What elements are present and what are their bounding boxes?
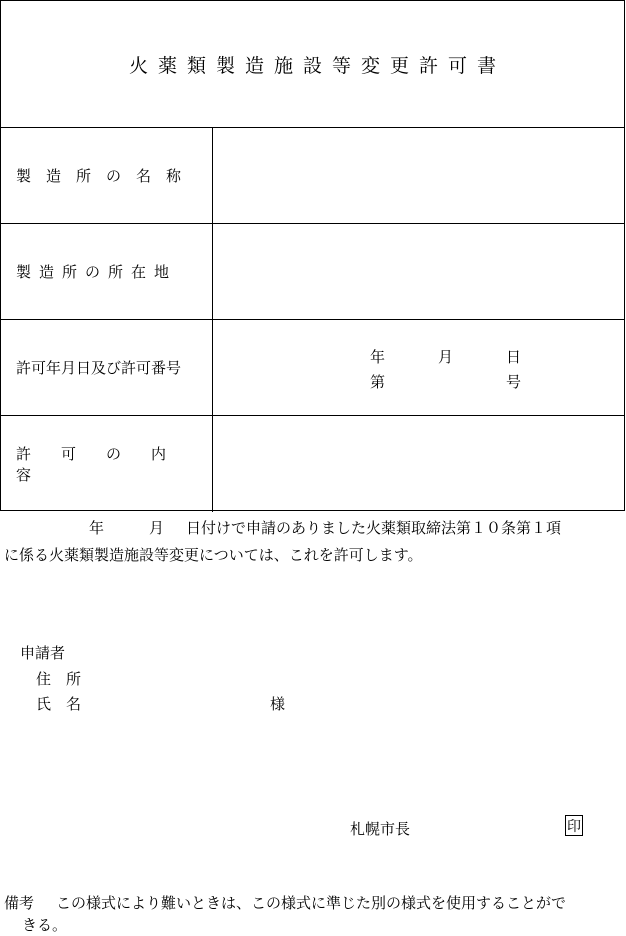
row-label-permit-content (1, 416, 213, 512)
remarks-text: この様式により難いときは、この様式に準じた別の様式を使用することがで (56, 894, 567, 912)
date-month-label: 月 (438, 348, 454, 366)
row-value-permit-date-number[interactable] (213, 320, 624, 415)
statement-text: 日付けで申請のありました火薬類取締法第１０条第１項 (186, 519, 562, 537)
statement-month: 月 (149, 519, 165, 537)
row-label-text: 製造所の所在地 (16, 263, 178, 281)
table-row-permit-content (1, 416, 624, 512)
title-cell (1, 1, 624, 128)
table-row-facility-name (1, 128, 624, 224)
remarks-label: 備考 (4, 894, 35, 912)
row-value-permit-content[interactable] (213, 416, 624, 512)
issuer-title: 札幌市長 (350, 820, 411, 838)
applicant-heading: 申請者 (20, 644, 66, 662)
date-year-label: 年 (370, 348, 386, 366)
remarks-line-2: きる。 (22, 916, 68, 934)
statement-line-1 (4, 515, 624, 542)
document-title: 火薬類製造施設等変更許可書 (128, 54, 506, 77)
date-day-label: 日 (506, 348, 522, 366)
seal-mark (565, 815, 583, 836)
statement-line-2: に係る火薬類製造施設等変更については、これを許可します。 (4, 546, 423, 564)
row-value-facility-name[interactable] (213, 128, 624, 223)
applicant-name-label: 氏 名 (36, 695, 82, 713)
statement-year: 年 (89, 519, 105, 537)
applicant-address-label: 住 所 (36, 670, 82, 688)
row-label-text: 許可の内容 (16, 445, 197, 484)
seal-text: 印 (567, 818, 581, 835)
number-prefix-label: 第 (370, 373, 386, 391)
number-suffix-label: 号 (506, 373, 522, 391)
table-row-facility-address (1, 224, 624, 320)
row-label-text: 許可年月日及び許可番号 (16, 359, 182, 377)
remarks-note (4, 892, 566, 936)
applicant-honorific: 様 (270, 695, 286, 713)
row-label-facility-name (1, 128, 213, 223)
row-label-text: 製造所の名称 (16, 167, 197, 185)
permission-statement (4, 515, 624, 569)
table-row-permit-date-number (1, 320, 624, 416)
row-value-facility-address[interactable] (213, 224, 624, 319)
row-label-permit-date-number (1, 320, 213, 415)
row-label-facility-address (1, 224, 213, 319)
remarks-line-1 (4, 892, 566, 914)
